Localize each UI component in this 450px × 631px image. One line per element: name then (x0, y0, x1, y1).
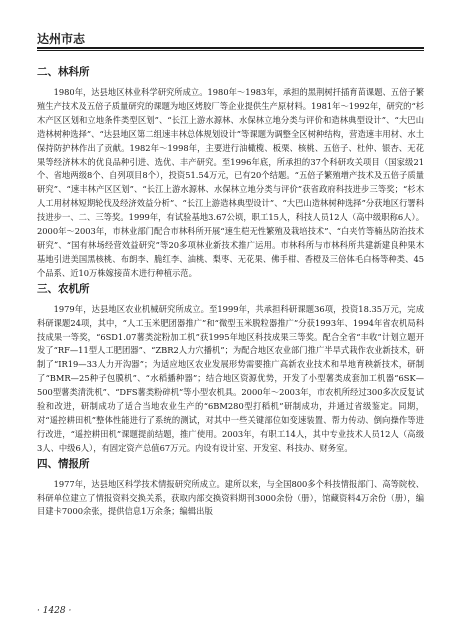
section-heading: 三、农机所 (37, 282, 90, 295)
header-rule-thin (37, 50, 424, 51)
section-paragraph: 1980年，达县地区林业科学研究所成立。1980年～1983年，承担的黑荆树扦插育苗课题、五倍子繁殖生产技术及五倍子质量研究的课题为地区烤胶厂等企业提供生产原材料。1981年～1992年，研究的“杉木产区区划和立地条件类型区划”、“长江上游水源林、水保林立地分类与评价和造林典型设计”、“大巴山造林树种选择”、“达县地区第二组速丰林总体规划设计”等课题为调整全区树种结构，营造速丰用材、水土保持防护林作出了贡献。1982年～1998年，主要进行油橄榄、板栗、核桃、五倍子、杜仲、银杏、无花果等经济林木的优良品种引进、选优、丰产研究。至1996年底，所承担的37个科研攻关项目（国家级21个、省地两级8个、自列项目8个），投资51.54万元，已有20个结题。“五倍子繁殖增产技术及五倍子质量研究”、“速丰林产区区划”、“长江上游水源林、水保林立地分类与评价”获省政府科技进步三等奖；“杉木人工用材林短期轮伐及经济效益分析”、“长江上游造林典型设计”、“大巴山造林树种选择”分获地区行署科技进步一、二、三等奖。1999年，有试验基地3.67公顷，职工15人，科技人员12人（高中级职称6人）。2000年～2003年，市林业部门配合市林科所开展“速生桤无性繁殖及栽培技术”、“白夹竹等楠丛防治技术研究”、“国有林场经营效益研究”等20多项林业新技术推广运用。市林科所与市林科所共建新建良种果木基地引进美国黑核桃、布朗李、脆红李、油桃、梨枣、无花果、佛手柑、香橙及三倍体毛白杨等种类、45个品系、近10万株嫁接苗木进行种植示范。 (37, 87, 424, 278)
section-heading: 二、林科所 (37, 66, 90, 78)
section-heading: 四、情报所 (37, 457, 90, 470)
section-paragraph: 1979年，达县地区农业机械研究所成立。至1999年，共承担科研课题36项，投资18.35万元，完成科研课题24项，其中，“人工玉米肥团器推广”和“微型玉米脱粒器推广”分获1993年、1994年省农机局科技成果一等奖，“6SD1.07薯类淀粉加工机”获1995年地区科技成果三等奖。配合全省“丰收”计划立题开发了“RF—11型人工肥团器”、“ZBR2人力穴播机”；为配合地区农业部门推广半旱式栽作农业新技术，研制了“IR19—33人力开沟器”；为适应地区农业发展形势需要推广高新农业技术和旱地育秧新技术，研制了“BMR—25种子包膜机”、“水稻播种器”；结合地区资源优势，开发了小型薯类成套加工机器“6SK—500型薯类清洗机”、“DFS薯类粉碎机”等小型农机具。2000年～2003年，市农机所经过300多次反复试验和改进，研制成功了适合当地农业生产的“6BM280型打稻机”研制成功，并通过省级鉴定。同期，对“遥控耕田机”整体性能进行了系统的测试，对其中一些关键部位如变速装置、帮力传动、倒向操作等进行改进，“遥控耕田机”课题提前结题，推广使用。2003年，有职工14人，其中专业技术人员12人（高级3人、中级6人），有固定资产总值67万元。内设有设计室、开发室、科技办、财务室。 (37, 303, 424, 453)
page-body (37, 64, 424, 519)
section-paragraph: 1977年，达县地区科学技术情报研究所成立。建所以来，与全国800多个科技情报部门、高等院校、科研单位建立了情报资料交换关系，获取内部交换资料期刊3000余份（册），馆藏资料4万余份（册），编目建卡7000余张，提供信息1万余条；编辑出版 (37, 478, 424, 517)
header-title: 达州市志 (37, 32, 86, 46)
header-rule-thick (37, 47, 424, 49)
section-agri-machinery-institute (37, 281, 424, 456)
section-information-institute (37, 456, 424, 520)
page-number: · 1428 · (37, 606, 72, 616)
section-forestry-institute (37, 64, 424, 281)
